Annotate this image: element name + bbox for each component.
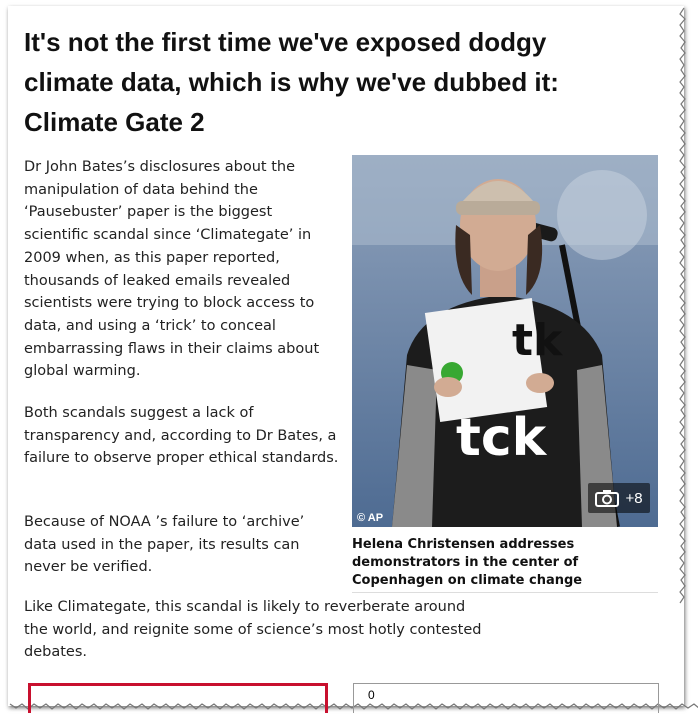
photo-illustration [352,155,658,527]
caption-divider [352,592,658,593]
shirt-text-top: tk [512,315,563,366]
article-paragraph-4: Like Climategate, this scandal is likely to reverberate around the world, and reignite some of science’s most hotly contested debates. [24,599,482,661]
article-paragraph-2: Both scandals suggest a lack of transparency and, according to Dr Bates, a failure to observe proper ethical standards. [24,405,339,467]
article-photo[interactable] [352,155,658,527]
gallery-count: +8 [625,489,643,507]
shirt-text-bottom: tck [456,408,547,468]
photo-credit: © AP [357,512,384,524]
article-paragraph-1: Dr John Bates’s disclosures about the manipulation of data behind the ‘Pausebuster’ paper is the biggest scientific scandal since ‘Climategate’ in 2009 when, as this paper reported, thousands of leaked emails revealed scientists were trying to block access to data, and using a ‘trick’ to conceal embarrassing flaws in their claims about global warming. [24,159,320,380]
article-headline: It's not the first time we've exposed dodgy climate data, which is why we've dubbed it: Climate Gate 2 [24,27,559,137]
article-paragraph-3: Because of NOAA ’s failure to ‘archive’ data used in the paper, its results can never be verified. [24,514,305,576]
related-box-grey[interactable] [353,683,659,713]
gallery-button[interactable] [588,483,650,513]
related-box-red[interactable] [28,683,328,713]
camera-icon [595,489,619,507]
related-box-text: 0 [368,688,375,702]
photo-caption: Helena Christensen addresses demonstrators in the center of Copenhagen on climate change [352,537,583,588]
